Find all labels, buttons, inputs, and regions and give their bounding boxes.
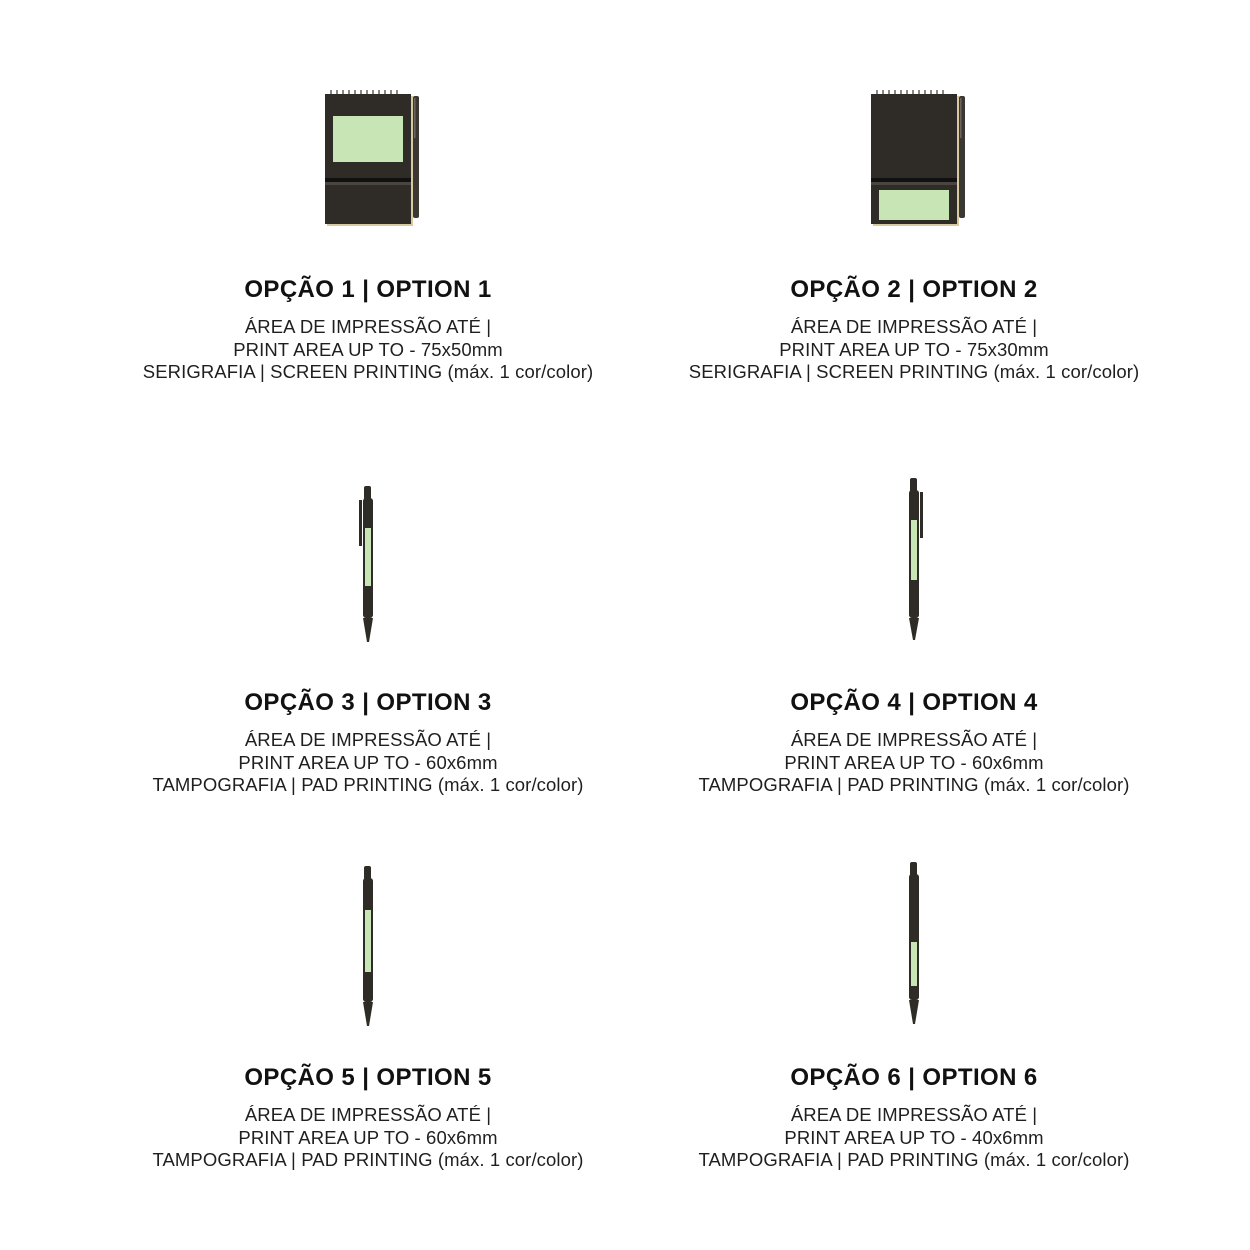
notepad-with-pen-icon (88, 86, 648, 231)
printing-method: TAMPOGRAFIA | PAD PRINTING (máx. 1 cor/color) (698, 1149, 1130, 1170)
printing-method: TAMPOGRAFIA | PAD PRINTING (máx. 1 cor/color) (698, 774, 1130, 795)
option-title: OPÇÃO 6 | OPTION 6 (790, 1064, 1038, 1091)
option-title: OPÇÃO 2 | OPTION 2 (790, 276, 1038, 303)
pen-icon (88, 864, 648, 1032)
print-area-size: PRINT AREA UP TO - 60x6mm (784, 751, 1044, 773)
notepad-with-pen-icon (634, 86, 1194, 231)
option-title: OPÇÃO 4 | OPTION 4 (790, 689, 1038, 716)
print-area-label: ÁREA DE IMPRESSÃO ATÉ | (244, 1104, 492, 1125)
pen-icon (88, 484, 648, 649)
printing-method: TAMPOGRAFIA | PAD PRINTING (máx. 1 cor/color) (152, 774, 584, 795)
printing-method: SERIGRAFIA | SCREEN PRINTING (máx. 1 cor/color) (688, 361, 1140, 382)
option-title: OPÇÃO 5 | OPTION 5 (244, 1064, 492, 1091)
print-area-label: ÁREA DE IMPRESSÃO ATÉ | (790, 316, 1038, 337)
pen-icon (634, 476, 1194, 646)
print-area-size: PRINT AREA UP TO - 40x6mm (784, 1126, 1044, 1148)
print-area-label: ÁREA DE IMPRESSÃO ATÉ | (244, 729, 492, 750)
print-area-size: PRINT AREA UP TO - 60x6mm (238, 1126, 498, 1148)
printing-method: TAMPOGRAFIA | PAD PRINTING (máx. 1 cor/color) (152, 1149, 584, 1170)
printing-method: SERIGRAFIA | SCREEN PRINTING (máx. 1 cor/color) (142, 361, 594, 382)
print-area-label: ÁREA DE IMPRESSÃO ATÉ | (790, 1104, 1038, 1125)
option-title: OPÇÃO 1 | OPTION 1 (244, 276, 492, 303)
print-area-size: PRINT AREA UP TO - 75x30mm (779, 338, 1049, 360)
pen-icon (634, 860, 1194, 1028)
option-title: OPÇÃO 3 | OPTION 3 (244, 689, 492, 716)
print-area-label: ÁREA DE IMPRESSÃO ATÉ | (244, 316, 492, 337)
print-area-size: PRINT AREA UP TO - 60x6mm (238, 751, 498, 773)
print-area-label: ÁREA DE IMPRESSÃO ATÉ | (790, 729, 1038, 750)
print-area-size: PRINT AREA UP TO - 75x50mm (233, 338, 503, 360)
